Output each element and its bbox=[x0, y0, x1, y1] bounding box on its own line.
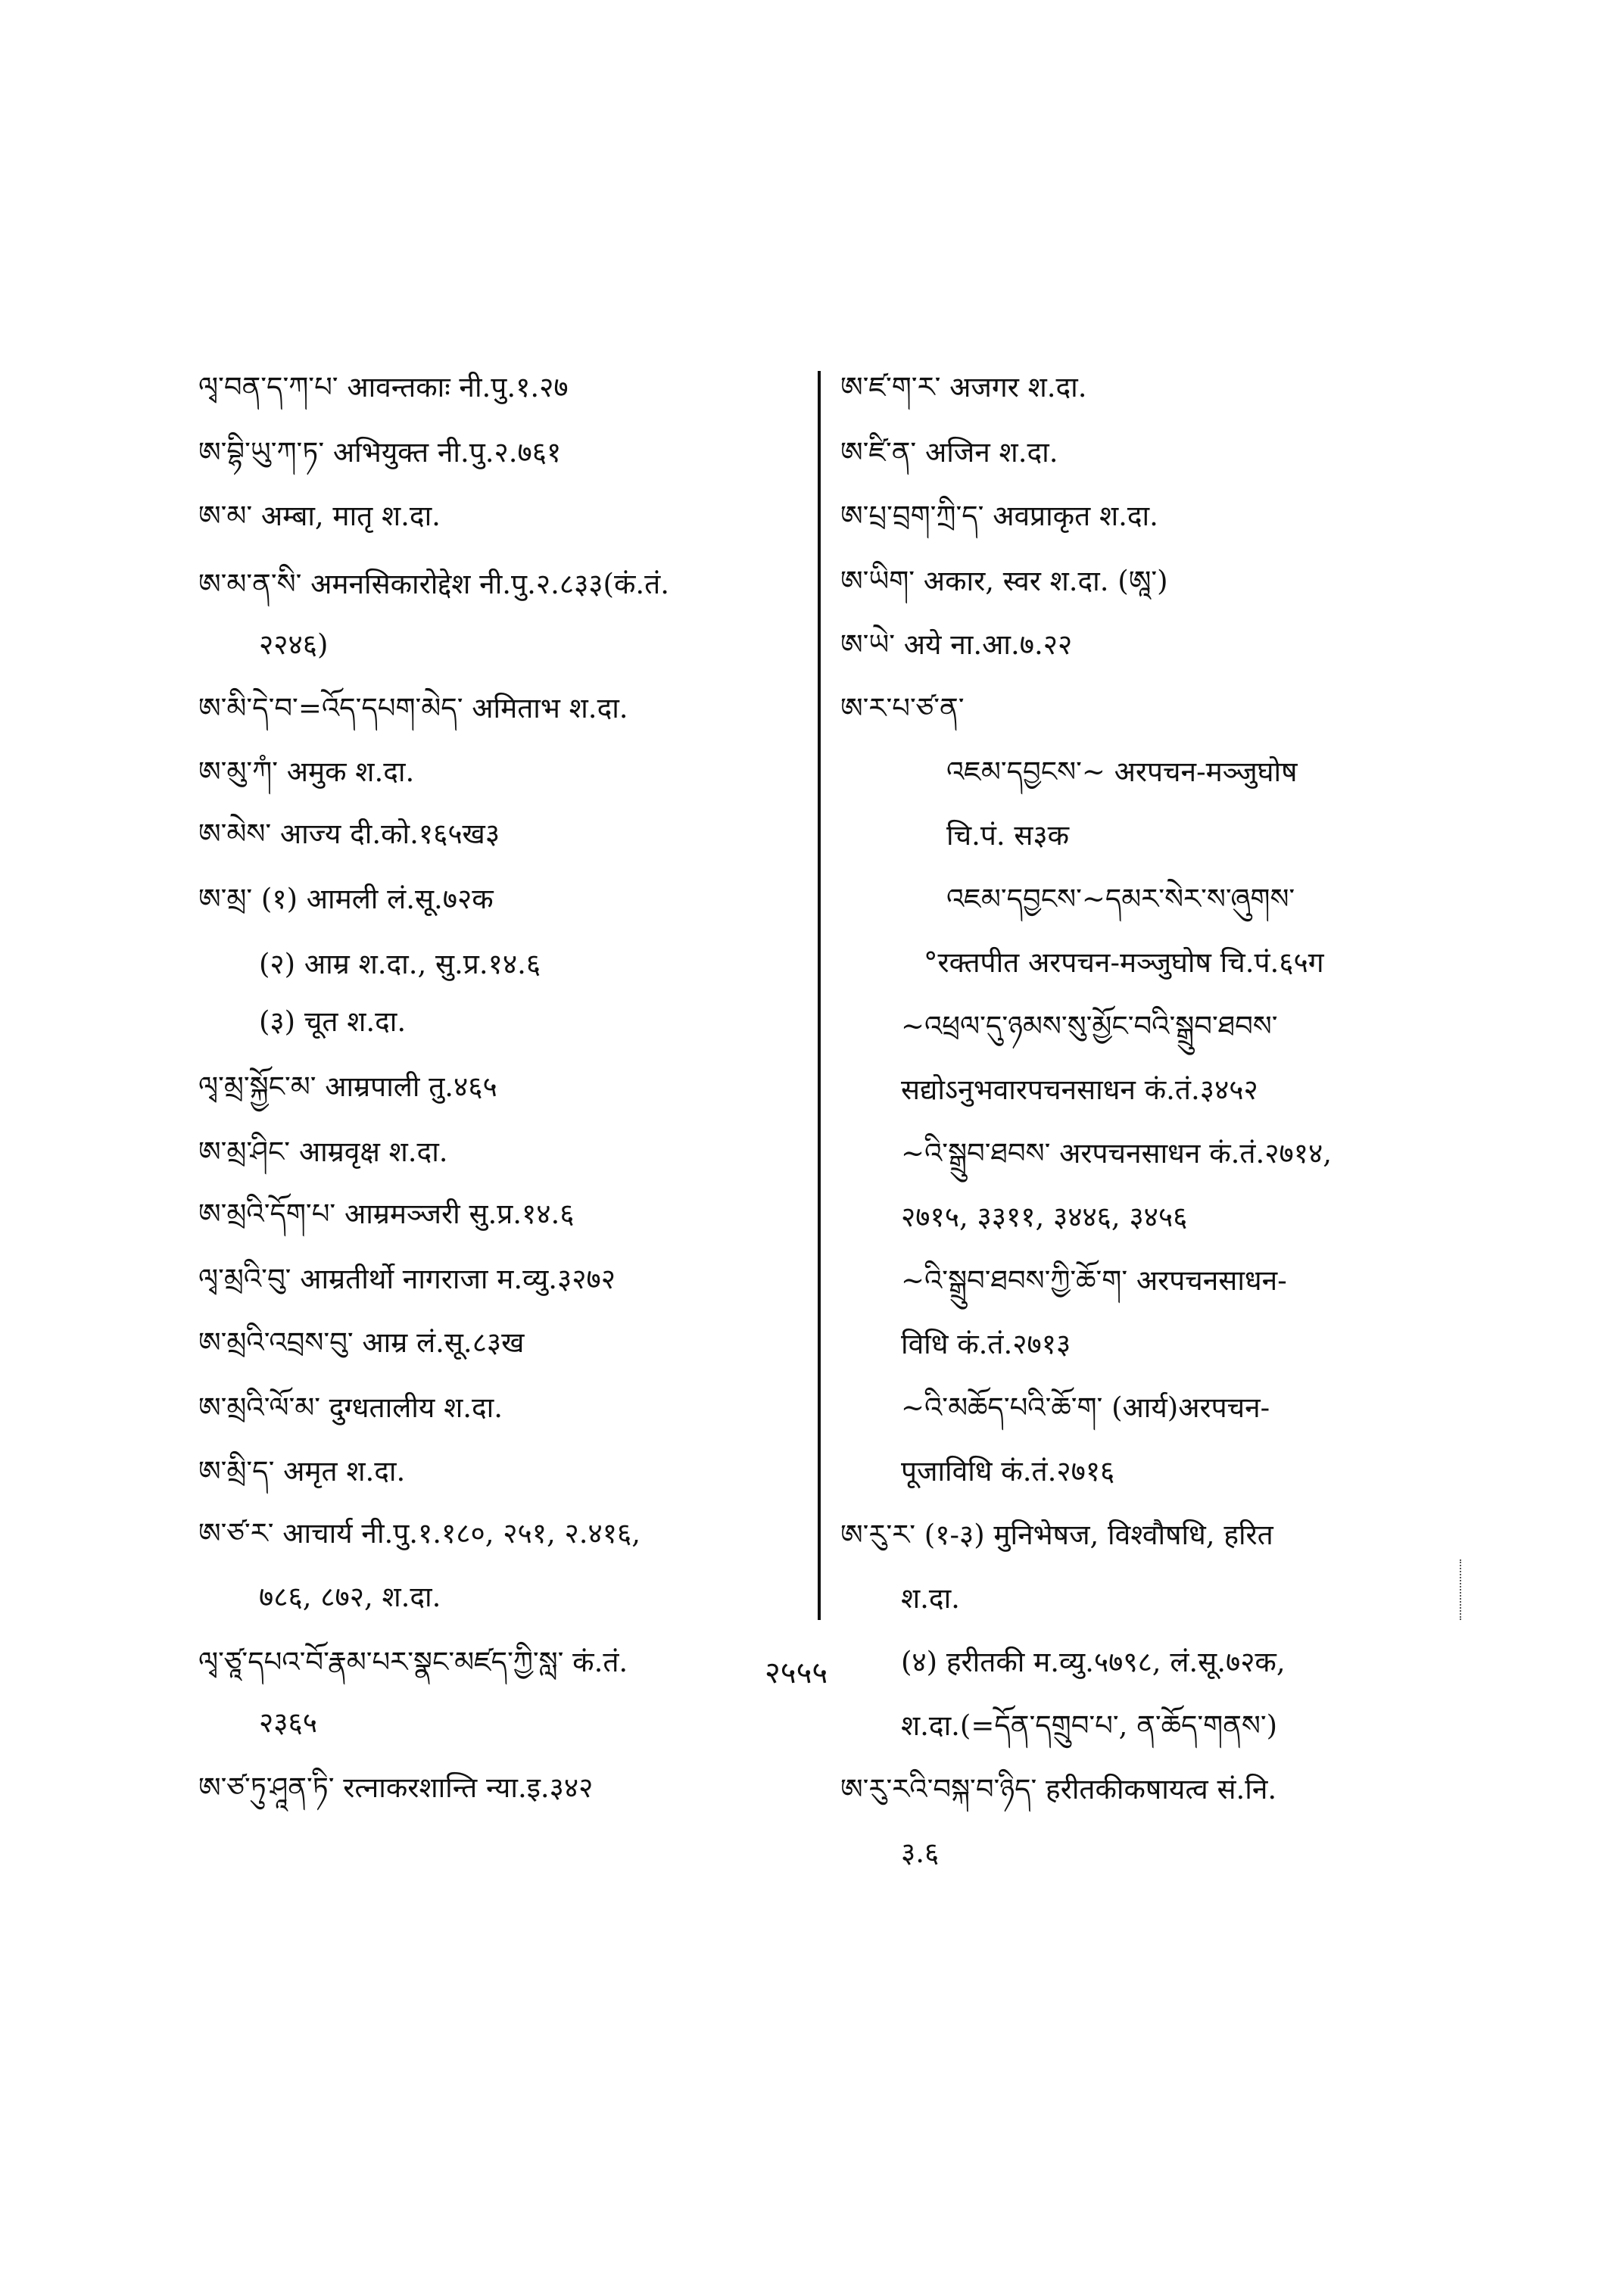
entry-line: ལྭ་ཙཱ་དཔའ་བོ་རྣམ་པར་སྣང་མཛད་ཀྱི་སླ་ कं.तं. bbox=[198, 1646, 628, 1678]
entry-line: ཨ་རུ་ར་ (१-३) मुनिभेषज, विश्वौषधि, हरित bbox=[840, 1519, 1273, 1551]
entry-line: ཨ་མྲི་ད་ अमृत श.दा. bbox=[198, 1455, 406, 1488]
entry-line: ཨ་མྲའི་འབྲས་བུ་ आम्र लं.सू.८३ख bbox=[198, 1326, 525, 1359]
entry-line: ཨ་ཙ་ཏུ་ཤཱན་ཏི་ रत्नाकरशान्ति न्या.इ.३४२ bbox=[198, 1771, 594, 1804]
entry-subentry: सद्योऽनुभवारपचनसाधन कं.तं.३४५२ bbox=[901, 1073, 1258, 1106]
entry-line: ཨ་ཛ་ག་ར་ अजगर श.दा. bbox=[840, 371, 1087, 403]
entry-subentry: ~འི་སྒྲུབ་ཐབས་ཀྱི་ཆོ་ག་ अरपचनसाधन- bbox=[901, 1264, 1287, 1297]
entry-subentry: विधि कं.तं.२७१३ bbox=[901, 1328, 1071, 1360]
entry-line: ཨ་མྲའི་ལོ་མ་ दुग्धतालीय श.दा. bbox=[198, 1391, 503, 1424]
entry-line: ཨ་མྲ་ཤིང་ आम्रवृक्ष श.दा. bbox=[198, 1136, 448, 1168]
entry-subentry: चि.पं. स३क bbox=[946, 819, 1070, 852]
entry-line: ཨ་ཡིག་ अकार, स्वर श.दा. (ཨཱ་) bbox=[840, 565, 1168, 597]
entry-line-continuation: २२४६) bbox=[259, 628, 329, 661]
column-divider bbox=[818, 371, 821, 1620]
entry-subsense: (४) हरीतकी म.व्यु.५७९८, लं.सू.७२क, bbox=[901, 1646, 1286, 1678]
entry-line: ལྭ་མྲའི་བུ་ आम्रतीर्थो नागराजा म.व्यु.३२७२ bbox=[198, 1263, 616, 1295]
entry-subentry: ~འི་སྒྲུབ་ཐབས་ अरपचनसाधन कं.तं.२७१४, bbox=[901, 1137, 1332, 1170]
entry-line: ཨ་མ་ན་སི་ अमनसिकारोद्देश नी.पु.२.८३३(कं.तं. bbox=[198, 568, 670, 600]
entry-line: ཨ་མྲའི་དོག་པ་ आम्रमञ्जरी सु.प्र.१४.६ bbox=[198, 1198, 575, 1230]
entry-line: ཨ་ར་པ་ཙ་ན་ bbox=[840, 692, 965, 724]
entry-line: ལྭ་མྲ་སྐྱོང་མ་ आम्रपाली तु.४६५ bbox=[198, 1070, 497, 1103]
entry-line: ཨ་རུ་རའི་བསྐ་བ་ཉིད་ हरीतकीकषायत्व सं.नि. bbox=[840, 1773, 1277, 1805]
entry-line: ཨ་པྲ་བྲག་ཀྲི་ད་ अवप्राकृत श.दा. bbox=[840, 500, 1158, 532]
entry-line-continuation: ७८६, ८७२, श.दा. bbox=[259, 1581, 441, 1613]
entry-subentry: འཇམ་དབྱངས་~ अरपचन-मञ्जुघोष bbox=[946, 756, 1298, 788]
entry-line: ཨ་མི་དེ་བ་=འོད་དཔག་མེད་ अमिताभ श.दा. bbox=[198, 692, 628, 724]
entry-line: ཨ་མུ་ཀཾ་ अमुक श.दा. bbox=[198, 756, 415, 788]
page-number: २५५५ bbox=[765, 1656, 828, 1690]
entry-line: ཨ་བྷི་ཡུ་ཀ་ཏ་ अभियुक्त नी.पु.२.७६१ bbox=[198, 436, 562, 469]
entry-subentry: °रक्तपीत अरपचन-मञ्जुघोष चि.पं.६५ग bbox=[924, 946, 1324, 979]
entry-line: ལྭ་བན་ད་ཀ་པ་ आवन्तकाः नी.पु.१.२७ bbox=[198, 371, 569, 403]
entry-subentry: ~འཕྲལ་དུ་ཉམས་སུ་མྱོང་བའི་སྒྲུབ་ཐབས་ bbox=[901, 1010, 1278, 1042]
entry-subentry: ~འི་མཆོད་པའི་ཆོ་ག་ (आर्य)अरपचन- bbox=[901, 1391, 1270, 1424]
entry-subsense: (२) आम्र श.दा., सु.प्र.१४.६ bbox=[259, 948, 541, 980]
entry-subsense: (३) चूत श.दा. bbox=[259, 1005, 407, 1038]
entry-subsense: श.दा.(=དོན་དགྲུབ་པ་, ན་ཆོད་གནས་) bbox=[901, 1709, 1278, 1742]
entry-subentry: पूजाविधि कं.तं.२७१६ bbox=[901, 1455, 1115, 1488]
entry-line-continuation: २३६५ bbox=[259, 1706, 317, 1739]
entry-line-continuation: श.दा. bbox=[901, 1582, 960, 1615]
margin-dotted-mark bbox=[1460, 1559, 1463, 1620]
entry-line: ཨ་མ་ अम्बा, मातृ श.दा. bbox=[198, 500, 441, 532]
entry-line: ཨ་མྲ་ (१) आमली लं.सू.७२क bbox=[198, 883, 494, 915]
entry-subentry: འཇམ་དབྱངས་~དམར་སེར་ས་ཞུགས་ bbox=[946, 883, 1295, 915]
entry-line: ཨ་ཡེ་ अये ना.आ.७.२२ bbox=[840, 628, 1073, 661]
entry-subentry: २७१५, ३३११, ३४४६, ३४५६ bbox=[901, 1201, 1188, 1233]
entry-line-continuation: ३.६ bbox=[901, 1837, 940, 1869]
entry-line: ཨ་མེས་ आज्य दी.को.१६५ख३ bbox=[198, 818, 500, 850]
entry-line: ཨ་ཛི་ན་ अजिन श.दा. bbox=[840, 436, 1058, 469]
entry-line: ཨ་ཙ་ར་ आचार्य नी.पु.१.१८०, २५१, २.४१६, bbox=[198, 1517, 641, 1550]
